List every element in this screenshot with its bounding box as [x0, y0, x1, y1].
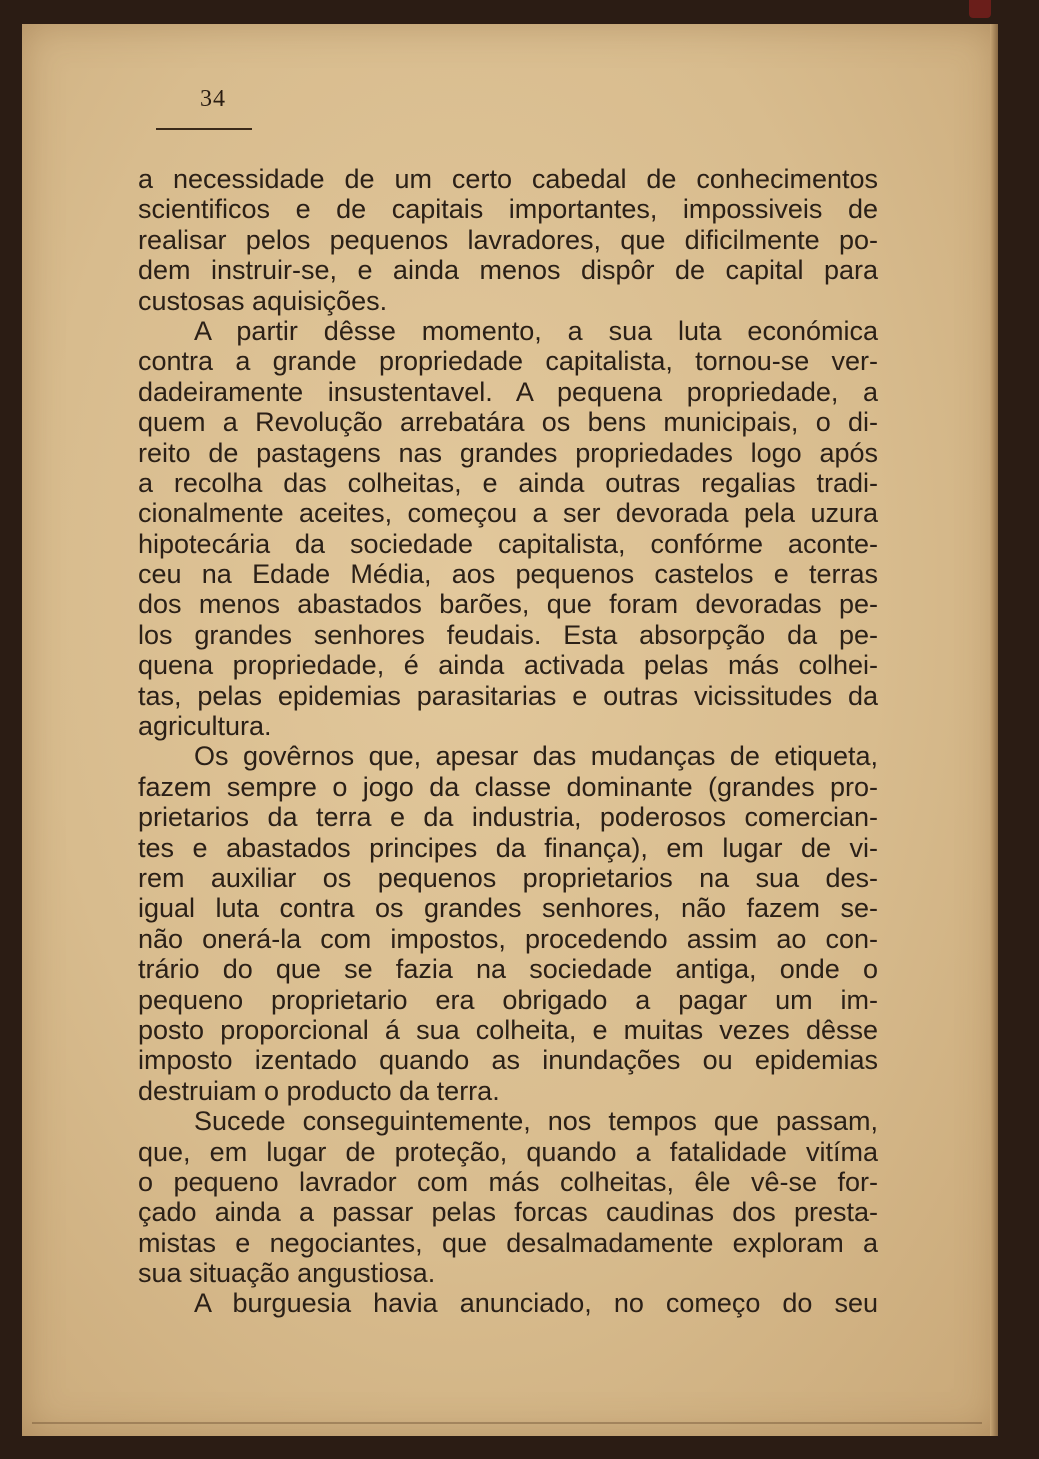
text-line: o pequeno lavrador com más colheitas, êle vê-se for-	[138, 1166, 878, 1197]
text-line: realisar pelos pequenos lavradores, que dificilmente po-	[138, 224, 878, 255]
text-line: reito de pastagens nas grandes propriedades logo após	[138, 437, 878, 468]
text-line: custosas aquisições.	[138, 285, 388, 316]
text-line: não onerá-la com impostos, procedendo assim ao con-	[138, 923, 878, 954]
page-number: 34	[200, 86, 226, 112]
text-line: igual luta contra os grandes senhores, não fazem se-	[138, 893, 878, 924]
text-line: imposto izentado quando as inundações ou epidemias	[138, 1045, 878, 1076]
text-line: pequeno proprietario era obrigado a pagar um im-	[138, 984, 878, 1015]
text-line: rem auxiliar os pequenos proprietarios na sua des-	[138, 862, 878, 893]
text-line: quem a Revolução arrebatára os bens municipais, o di-	[138, 407, 878, 438]
text-line: fazem sempre o jogo da classe dominante (grandes pro-	[138, 771, 878, 802]
text-line: hipotecária da sociedade capitalista, confórme aconte-	[138, 528, 878, 559]
text-line: a necessidade de um certo cabedal de conhecimentos	[138, 164, 878, 194]
page-edge	[990, 24, 998, 1436]
text-line: cionalmente aceites, começou a ser devorada pela uzura	[138, 498, 878, 529]
text-line: tas, pelas epidemias parasitarias e outras vicissitudes da	[138, 680, 878, 711]
text-line: A partir dêsse momento, a sua luta económica	[194, 315, 878, 346]
binding-mark	[969, 0, 991, 18]
text-line: dos menos abastados barões, que foram devoradas pe-	[138, 589, 878, 620]
text-line: destruiam o producto da terra.	[138, 1075, 500, 1106]
text-line: scientificos e de capitais importantes, impossiveis de	[138, 194, 878, 225]
text-line: contra a grande propriedade capitalista, tornou-se ver-	[138, 346, 878, 377]
text-line: dadeiramente insustentavel. A pequena propriedade, a	[138, 376, 878, 407]
text-line: a recolha das colheitas, e ainda outras regalias tradi-	[138, 467, 878, 498]
text-line: agricultura.	[138, 711, 272, 742]
text-line: que, em lugar de proteção, quando a fatalidade vitíma	[138, 1136, 878, 1167]
text-line: trário do que se fazia na sociedade antiga, onde o	[138, 954, 878, 985]
text-line: A burguesia havia anunciado, no começo do seu	[194, 1288, 878, 1319]
bottom-rule	[32, 1422, 982, 1424]
text-line: tes e abastados principes da finança), em lugar de vi-	[138, 832, 878, 863]
text-line: los grandes senhores feudais. Esta absorpção da pe-	[138, 619, 878, 650]
text-line: dem instruir-se, e ainda menos dispôr de capital para	[138, 255, 878, 286]
text-line: ceu na Edade Média, aos pequenos castelos e terras	[138, 559, 878, 590]
page-number-rule	[156, 128, 252, 130]
text-line: prietarios da terra e da industria, poderosos comercian-	[138, 802, 878, 833]
text-line: Os govêrnos que, apesar das mudanças de etiqueta,	[194, 741, 878, 772]
text-line: sua situação angustiosa.	[138, 1258, 436, 1289]
text-line: çado ainda a passar pelas forcas caudinas dos presta-	[138, 1197, 878, 1228]
text-line: quena propriedade, é ainda activada pelas más colhei-	[138, 650, 878, 681]
text-line: posto proporcional á sua colheita, e muitas vezes dêsse	[138, 1014, 878, 1045]
body-text	[138, 164, 878, 1319]
text-line: Sucede conseguintemente, nos tempos que passam,	[194, 1106, 878, 1137]
text-line: mistas e negociantes, que desalmadamente exploram a	[138, 1227, 878, 1258]
